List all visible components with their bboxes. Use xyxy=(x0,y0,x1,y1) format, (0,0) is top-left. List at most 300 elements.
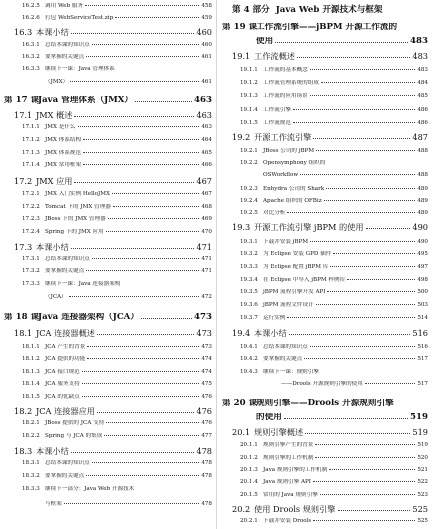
toc-entry-page: 467 xyxy=(196,177,212,186)
dot-leader xyxy=(313,481,415,482)
toc-entry xyxy=(240,186,428,192)
toc-entry-title: 要掌握的关键点 xyxy=(45,473,85,479)
dot-leader xyxy=(97,412,194,413)
toc-entry-page: 460 xyxy=(196,28,212,37)
dot-leader xyxy=(310,241,415,242)
toc-entry xyxy=(232,133,428,142)
toc-entry-title: 本课小结 xyxy=(36,243,69,252)
toc-entry-title: JBoss 提供的 JCA 支持 xyxy=(45,420,105,426)
toc-entry-title: 本课小结 xyxy=(36,28,69,37)
dot-leader xyxy=(313,520,415,521)
toc-entry-number: 17.3.1 xyxy=(22,256,40,262)
toc-entry-number: 19.3 xyxy=(232,223,251,232)
toc-entry-title: Tomcat 下的 JMX 管理器 xyxy=(45,204,111,210)
toc-entry-title: Spring 下的 JMX 应用 xyxy=(45,229,104,235)
toc-entry-title: 总结本课的知识点 xyxy=(45,42,90,48)
toc-entry-page: 475 xyxy=(201,381,212,387)
toc-entry xyxy=(22,268,212,274)
toc-entry xyxy=(240,344,428,350)
toc-entry-title: JCA 产生的背景 xyxy=(45,344,86,350)
toc-entry xyxy=(240,264,428,270)
toc-entry-title: 总结本课的知识点 xyxy=(45,256,90,262)
toc-entry-title: 本课小结 xyxy=(36,447,69,456)
toc-entry-number: 第 17 课 xyxy=(4,96,40,105)
dot-leader xyxy=(135,101,192,102)
toc-entry-title: 继续下一课：Java 连接器架构 xyxy=(45,281,121,287)
toc-entry xyxy=(22,66,212,72)
toc-entry-page: 478 xyxy=(196,447,212,456)
toc-entry-number: 17.2 xyxy=(14,177,33,186)
toc-entry-number: 19.4.3 xyxy=(240,369,258,375)
dot-leader xyxy=(141,318,192,319)
toc-entry-title: 下载并安装 jBPM xyxy=(263,239,309,245)
toc-entry-number: 18.1 xyxy=(14,329,33,338)
toc-entry-title: 工作流引擎 xyxy=(263,107,291,113)
dot-leader xyxy=(316,150,415,151)
toc-entry-title: jBPM 流程文件设计 xyxy=(263,302,314,308)
toc-entry-title: 为 Eclipse 安装 GPD 插件 xyxy=(263,251,332,257)
column-divider xyxy=(216,0,217,529)
toc-entry-title: Apache 组织的 OFBiz xyxy=(263,198,322,204)
dot-leader xyxy=(83,139,199,140)
toc-entry-number: 17.2.3 xyxy=(22,216,40,222)
toc-entry-title: Java 规则引擎的工作机制 xyxy=(263,467,328,473)
toc-entry-number: 18.3.2 xyxy=(22,473,40,479)
toc-entry-title: 开源工作流引擎 xyxy=(254,133,312,142)
toc-entry-page: 489 xyxy=(417,210,428,216)
dot-leader xyxy=(70,81,199,82)
toc-entry xyxy=(22,124,212,130)
toc-entry-title: JCA 服务支持 xyxy=(45,381,80,387)
toc-entry-number: 19.1 xyxy=(232,52,251,61)
dot-leader xyxy=(92,44,200,45)
toc-entry-title: JMX 概述 xyxy=(36,111,73,120)
toc-entry-title: Java 连接器架构（JCA） xyxy=(38,313,139,322)
toc-entry-page: 488 xyxy=(417,148,428,154)
dot-leader xyxy=(74,116,194,117)
toc-entry-page: 464 xyxy=(201,137,212,143)
toc-entry-page: 478 xyxy=(201,473,212,479)
toc-entry-title: 在 Eclipse 中导入 jBPM 样例库 xyxy=(263,277,346,283)
toc-entry-number: 17.2.1 xyxy=(22,191,40,197)
dot-leader xyxy=(74,182,194,183)
dot-leader xyxy=(71,452,195,453)
toc-entry xyxy=(240,67,428,73)
toc-entry xyxy=(14,28,212,37)
toc-entry xyxy=(22,15,212,21)
toc-entry xyxy=(22,216,212,222)
toc-entry-number: 19.3.3 xyxy=(240,264,258,270)
toc-entry-title: 继续下一部分：Java Web 开源技术 xyxy=(45,486,135,492)
toc-entry-title: Enhydra 公司的 Shark xyxy=(263,186,325,192)
toc-entry-number: 18.1.3 xyxy=(22,369,40,375)
toc-entry-page: 471 xyxy=(201,268,212,274)
toc-entry-page: 476 xyxy=(201,420,212,426)
toc-entry xyxy=(240,148,428,154)
toc-entry-number: 19.2.5 xyxy=(240,210,258,216)
toc-entry xyxy=(240,107,428,113)
toc-entry-page: 474 xyxy=(201,356,212,362)
toc-entry xyxy=(14,111,212,120)
toc-entry-page: 470 xyxy=(201,229,212,235)
toc-entry-page: 516 xyxy=(417,344,428,350)
toc-entry-number: 19.3.4 xyxy=(240,277,258,283)
toc-entry-page: 497 xyxy=(417,264,428,270)
toc-entry xyxy=(240,239,428,245)
toc-entry-page: 458 xyxy=(201,3,212,9)
toc-entry-number: 19.3.7 xyxy=(240,315,258,321)
dot-leader xyxy=(92,258,200,259)
dot-leader xyxy=(320,494,416,495)
toc-entry-page: 487 xyxy=(412,133,428,142)
toc-entry xyxy=(240,442,428,448)
toc-entry-title: 总结本课的知识点 xyxy=(45,460,90,466)
toc-entry-page: 476 xyxy=(196,407,212,416)
toc-entry-page: 490 xyxy=(412,223,428,232)
toc-entry-number: 17.1.3 xyxy=(22,150,40,156)
toc-entry-title: 要掌握的关键点 xyxy=(45,268,85,274)
toc-entry-title: JBoss 公司的 jBPM xyxy=(263,148,315,154)
toc-entry-title: 工作流引擎——jBPM 开源工作流的 xyxy=(256,23,398,32)
dot-leader xyxy=(87,358,199,359)
dot-leader xyxy=(86,475,199,476)
toc-entry-page: 460 xyxy=(201,42,212,48)
dot-leader xyxy=(104,435,199,436)
dot-leader xyxy=(297,57,410,58)
dot-leader xyxy=(275,42,408,43)
dot-leader xyxy=(310,69,416,70)
dot-leader xyxy=(82,371,200,372)
part-heading xyxy=(232,3,383,15)
toc-entry-number: 18.2.1 xyxy=(22,420,40,426)
toc-entry xyxy=(240,467,428,473)
toc-entry-page: 489 xyxy=(417,186,428,192)
toc-entry-number: 16.3 xyxy=(14,28,33,37)
toc-entry-page: 490 xyxy=(417,239,428,245)
dot-leader xyxy=(338,510,411,511)
toc-entry xyxy=(240,160,428,166)
toc-entry xyxy=(232,223,428,232)
toc-entry xyxy=(240,492,428,498)
toc-entry xyxy=(232,52,428,61)
toc-entry-number: 20.1.2 xyxy=(240,455,258,461)
toc-entry-title: 调用 Web 服务 xyxy=(45,3,84,9)
toc-entry-page: 503 xyxy=(417,302,428,308)
toc-entry xyxy=(4,96,212,105)
toc-entry xyxy=(45,294,212,300)
toc-entry xyxy=(22,281,212,287)
toc-entry-title: JCA 接口规范 xyxy=(45,369,80,375)
toc-entry-title: JMX 是什么 xyxy=(45,124,76,130)
toc-entry-page: 514 xyxy=(417,315,428,321)
toc-entry-number: 19.1.3 xyxy=(240,93,258,99)
toc-entry-title: JMX 入门实例 HelloJMX xyxy=(45,191,110,197)
toc-entry-title: JCA 连接器应用 xyxy=(36,407,95,416)
dot-leader xyxy=(115,17,199,18)
toc-entry-page: 461 xyxy=(201,79,212,85)
toc-entry-number: 19.1.1 xyxy=(240,67,258,73)
toc-entry-page: 483 xyxy=(412,52,428,61)
toc-entry xyxy=(256,413,428,422)
toc-entry-title: 本课小结 xyxy=(254,329,287,338)
dot-leader xyxy=(85,5,199,6)
toc-entry-title: OSWorkflow xyxy=(263,172,299,178)
toc-entry-title: 规则引擎的工作机制 xyxy=(263,455,314,461)
toc-entry-number: 第 18 课 xyxy=(4,313,40,322)
dot-leader xyxy=(82,383,200,384)
toc-entry xyxy=(232,329,428,338)
toc-entry-page: 489 xyxy=(417,198,428,204)
toc-entry-title: JMX 体系规范 xyxy=(45,150,82,156)
dot-leader xyxy=(310,346,416,347)
toc-entry-title: （JCA） xyxy=(45,294,67,300)
toc-entry-page: 473 xyxy=(201,344,212,350)
dot-leader xyxy=(293,109,415,110)
toc-entry xyxy=(22,486,212,492)
toc-entry-title: JMX 应用 xyxy=(36,177,73,186)
toc-entry-number: 19.2.4 xyxy=(240,198,258,204)
toc-entry-page: 519 xyxy=(412,428,428,437)
toc-entry xyxy=(14,407,212,416)
dot-leader xyxy=(315,457,415,458)
toc-entry-page: 484 xyxy=(417,80,428,86)
toc-entry-number: 19.2 xyxy=(232,133,251,142)
toc-entry-page: 461 xyxy=(201,54,212,60)
toc-entry-title: 规则引擎概述 xyxy=(254,428,304,437)
dot-leader xyxy=(106,231,200,232)
toc-entry xyxy=(240,369,428,375)
toc-entry-number: 19.1.4 xyxy=(240,107,258,113)
toc-entry xyxy=(22,344,212,350)
toc-entry-number: 17.2.2 xyxy=(22,204,40,210)
dot-leader xyxy=(321,82,415,83)
dot-leader xyxy=(78,126,200,127)
toc-entry-title: 与框架 xyxy=(45,501,62,507)
toc-entry xyxy=(240,80,428,86)
toc-entry-title: 继续下一课：规则引擎 xyxy=(263,369,319,375)
toc-entry-page: 468 xyxy=(201,204,212,210)
toc-entry xyxy=(263,172,428,178)
dot-leader xyxy=(313,138,410,139)
toc-entry-title: JCA 连接器概述 xyxy=(36,329,95,338)
toc-entry-page: 463 xyxy=(196,111,212,120)
toc-entry-title: 为 Eclipse 配置 jBPM 库 xyxy=(263,264,329,270)
toc-entry xyxy=(22,460,212,466)
toc-entry-number: 20.2 xyxy=(232,505,251,514)
toc-entry xyxy=(22,473,212,479)
dot-leader xyxy=(305,433,410,434)
toc-entry-title: 工作流的基本概念 xyxy=(263,67,308,73)
dot-leader xyxy=(69,296,200,297)
toc-entry-page: 519 xyxy=(410,413,428,422)
toc-entry-title: 开源工作流引擎 jBPM 的使用 xyxy=(254,223,364,232)
toc-entry-title: Opensymphony 组织的 xyxy=(263,160,326,166)
dot-leader xyxy=(326,188,415,189)
toc-entry-title: JCA 提供的功能 xyxy=(45,356,86,362)
toc-entry-number: 18.2 xyxy=(14,407,33,416)
toc-entry-number: 19.3.5 xyxy=(240,289,258,295)
toc-entry-number: 17.3.3 xyxy=(22,281,40,287)
toc-entry-title: 打包 WebServiceTest.zip xyxy=(45,15,114,21)
toc-entry-page: 471 xyxy=(201,256,212,262)
dot-leader xyxy=(366,228,411,229)
toc-entry xyxy=(240,302,428,308)
toc-entry xyxy=(22,229,212,235)
dot-leader xyxy=(284,418,408,419)
toc-entry-number: 19.2.3 xyxy=(240,186,258,192)
toc-entry-page: 467 xyxy=(201,191,212,197)
dot-leader xyxy=(108,218,200,219)
toc-entry xyxy=(240,198,428,204)
dot-leader xyxy=(316,304,416,305)
toc-entry-title: 使用 Drools 规则引擎 xyxy=(254,505,336,514)
toc-entry xyxy=(22,54,212,60)
toc-entry xyxy=(240,315,428,321)
toc-entry-number: 17.3 xyxy=(14,243,33,252)
toc-entry-number: 16.2.6 xyxy=(22,15,40,21)
toc-entry-number: 19.4.1 xyxy=(240,344,258,350)
toc-entry xyxy=(22,420,212,426)
toc-entry xyxy=(240,120,428,126)
toc-entry xyxy=(222,23,428,32)
toc-entry-page: 473 xyxy=(196,329,212,338)
toc-entry xyxy=(22,191,212,197)
toc-entry-number: 17.1.4 xyxy=(22,162,40,168)
dot-leader xyxy=(86,56,199,57)
toc-entry xyxy=(22,394,212,400)
dot-leader xyxy=(365,383,415,384)
toc-entry-number: 16.3.2 xyxy=(22,54,40,60)
dot-leader xyxy=(310,95,416,96)
toc-entry-title: 规则引擎——Drools 开源规则引擎 xyxy=(256,399,394,408)
part-label: 第 4 部分 xyxy=(232,5,270,15)
dot-leader xyxy=(112,193,199,194)
toc-entry-page: 478 xyxy=(201,501,212,507)
toc-entry-number: 17.3.2 xyxy=(22,268,40,274)
toc-entry-number: 20.1.4 xyxy=(240,479,258,485)
toc-entry-page: 463 xyxy=(201,124,212,130)
toc-entry-page: 478 xyxy=(201,460,212,466)
toc-entry xyxy=(240,518,428,524)
toc-entry-page: 465 xyxy=(201,150,212,156)
toc-entry-title: 工作流管理系统的组成 xyxy=(263,80,319,86)
toc-entry-number: 17.1.1 xyxy=(22,124,40,130)
toc-entry-title: 工作流规范 xyxy=(263,120,291,126)
toc-entry-page: 488 xyxy=(417,172,428,178)
toc-entry xyxy=(22,433,212,439)
dot-leader xyxy=(287,317,415,318)
toc-entry-number: 19.3.2 xyxy=(240,251,258,257)
toc-entry-number: 20.1.1 xyxy=(240,442,258,448)
toc-entry-title: ——Drools 开源规则引擎的使用 xyxy=(281,381,363,387)
dot-leader xyxy=(82,396,200,397)
toc-entry xyxy=(22,256,212,262)
toc-entry xyxy=(22,3,212,9)
toc-entry-title: JMX 体系结构 xyxy=(45,137,82,143)
toc-entry-title: 运行实例 xyxy=(263,315,286,321)
toc-entry-title: JMX 常用框架 xyxy=(45,162,82,168)
toc-entry xyxy=(232,505,428,514)
toc-entry-page: 486 xyxy=(417,120,428,126)
dot-leader xyxy=(333,253,415,254)
dot-leader xyxy=(304,358,415,359)
dot-leader xyxy=(293,122,415,123)
toc-entry-number: 17.1.2 xyxy=(22,137,40,143)
toc-entry-number: 18.2.2 xyxy=(22,433,40,439)
toc-entry-number: 20.1 xyxy=(232,428,251,437)
dot-leader xyxy=(324,200,416,201)
toc-entry-title: 常用的 Java 规则引擎 xyxy=(263,492,318,498)
toc-entry-number: 19.4.2 xyxy=(240,356,258,362)
toc-entry xyxy=(22,42,212,48)
toc-entry-page: 525 xyxy=(417,518,428,524)
toc-entry xyxy=(22,162,212,168)
toc-entry-number: 19.1.2 xyxy=(240,80,258,86)
dot-leader xyxy=(87,346,199,347)
toc-entry-title: 总结本课的知识点 xyxy=(263,344,308,350)
toc-entry-title: 使用 xyxy=(256,37,274,46)
toc-entry-page: 517 xyxy=(417,381,428,387)
dot-leader xyxy=(83,152,199,153)
toc-entry-page: 483 xyxy=(410,37,428,46)
toc-entry-title: 下载并安装 Drools xyxy=(263,518,312,524)
toc-entry xyxy=(22,381,212,387)
toc-entry-page: 459 xyxy=(201,15,212,21)
dot-leader xyxy=(64,503,200,504)
toc-entry-title: JBoss 下的 JMX 管理器 xyxy=(45,216,106,222)
toc-entry-page: 520 xyxy=(417,455,428,461)
dot-leader xyxy=(92,462,200,463)
toc-entry-number: 18.1.1 xyxy=(22,344,40,350)
toc-entry-page: 498 xyxy=(417,277,428,283)
toc-entry xyxy=(222,399,428,408)
toc-entry-title: 要掌握的关键点 xyxy=(263,356,303,362)
toc-entry-title: Java 规则引擎 API xyxy=(263,479,312,485)
toc-entry-page: 471 xyxy=(196,243,212,252)
toc-entry xyxy=(240,289,428,295)
dot-leader xyxy=(300,174,415,175)
toc-entry-page: 523 xyxy=(417,492,428,498)
dot-leader xyxy=(83,164,199,165)
dot-leader xyxy=(71,33,195,34)
dot-leader xyxy=(330,266,415,267)
toc-entry-number: 18.1.5 xyxy=(22,394,40,400)
toc-entry xyxy=(240,210,428,216)
toc-entry-title: 工作流的应用场景 xyxy=(263,93,308,99)
toc-entry xyxy=(14,243,212,252)
toc-entry-page: 474 xyxy=(201,369,212,375)
dot-leader xyxy=(315,444,415,445)
toc-entry-title: 工作流概述 xyxy=(254,52,295,61)
toc-entry-number: 20.1.5 xyxy=(240,492,258,498)
toc-entry-number: 18.1.4 xyxy=(22,381,40,387)
toc-entry-number: 19.3.1 xyxy=(240,239,258,245)
dot-leader xyxy=(289,334,411,335)
toc-entry-page: 473 xyxy=(194,313,212,322)
toc-entry-title: 规则引擎产生的背景 xyxy=(263,442,314,448)
toc-entry-page: 522 xyxy=(417,479,428,485)
toc-entry-page: 500 xyxy=(417,289,428,295)
toc-entry-title: 要掌握的关键点 xyxy=(45,54,85,60)
toc-entry-page: 463 xyxy=(194,96,212,105)
toc-entry-number: 16.3.1 xyxy=(22,42,40,48)
toc-entry-number: 17.1 xyxy=(14,111,33,120)
toc-entry-title: 的使用 xyxy=(256,413,282,422)
toc-entry-title: 对比分析 xyxy=(263,210,286,216)
toc-entry xyxy=(22,137,212,143)
toc-entry-number: 16.2.5 xyxy=(22,3,40,9)
toc-entry-page: 495 xyxy=(417,251,428,257)
